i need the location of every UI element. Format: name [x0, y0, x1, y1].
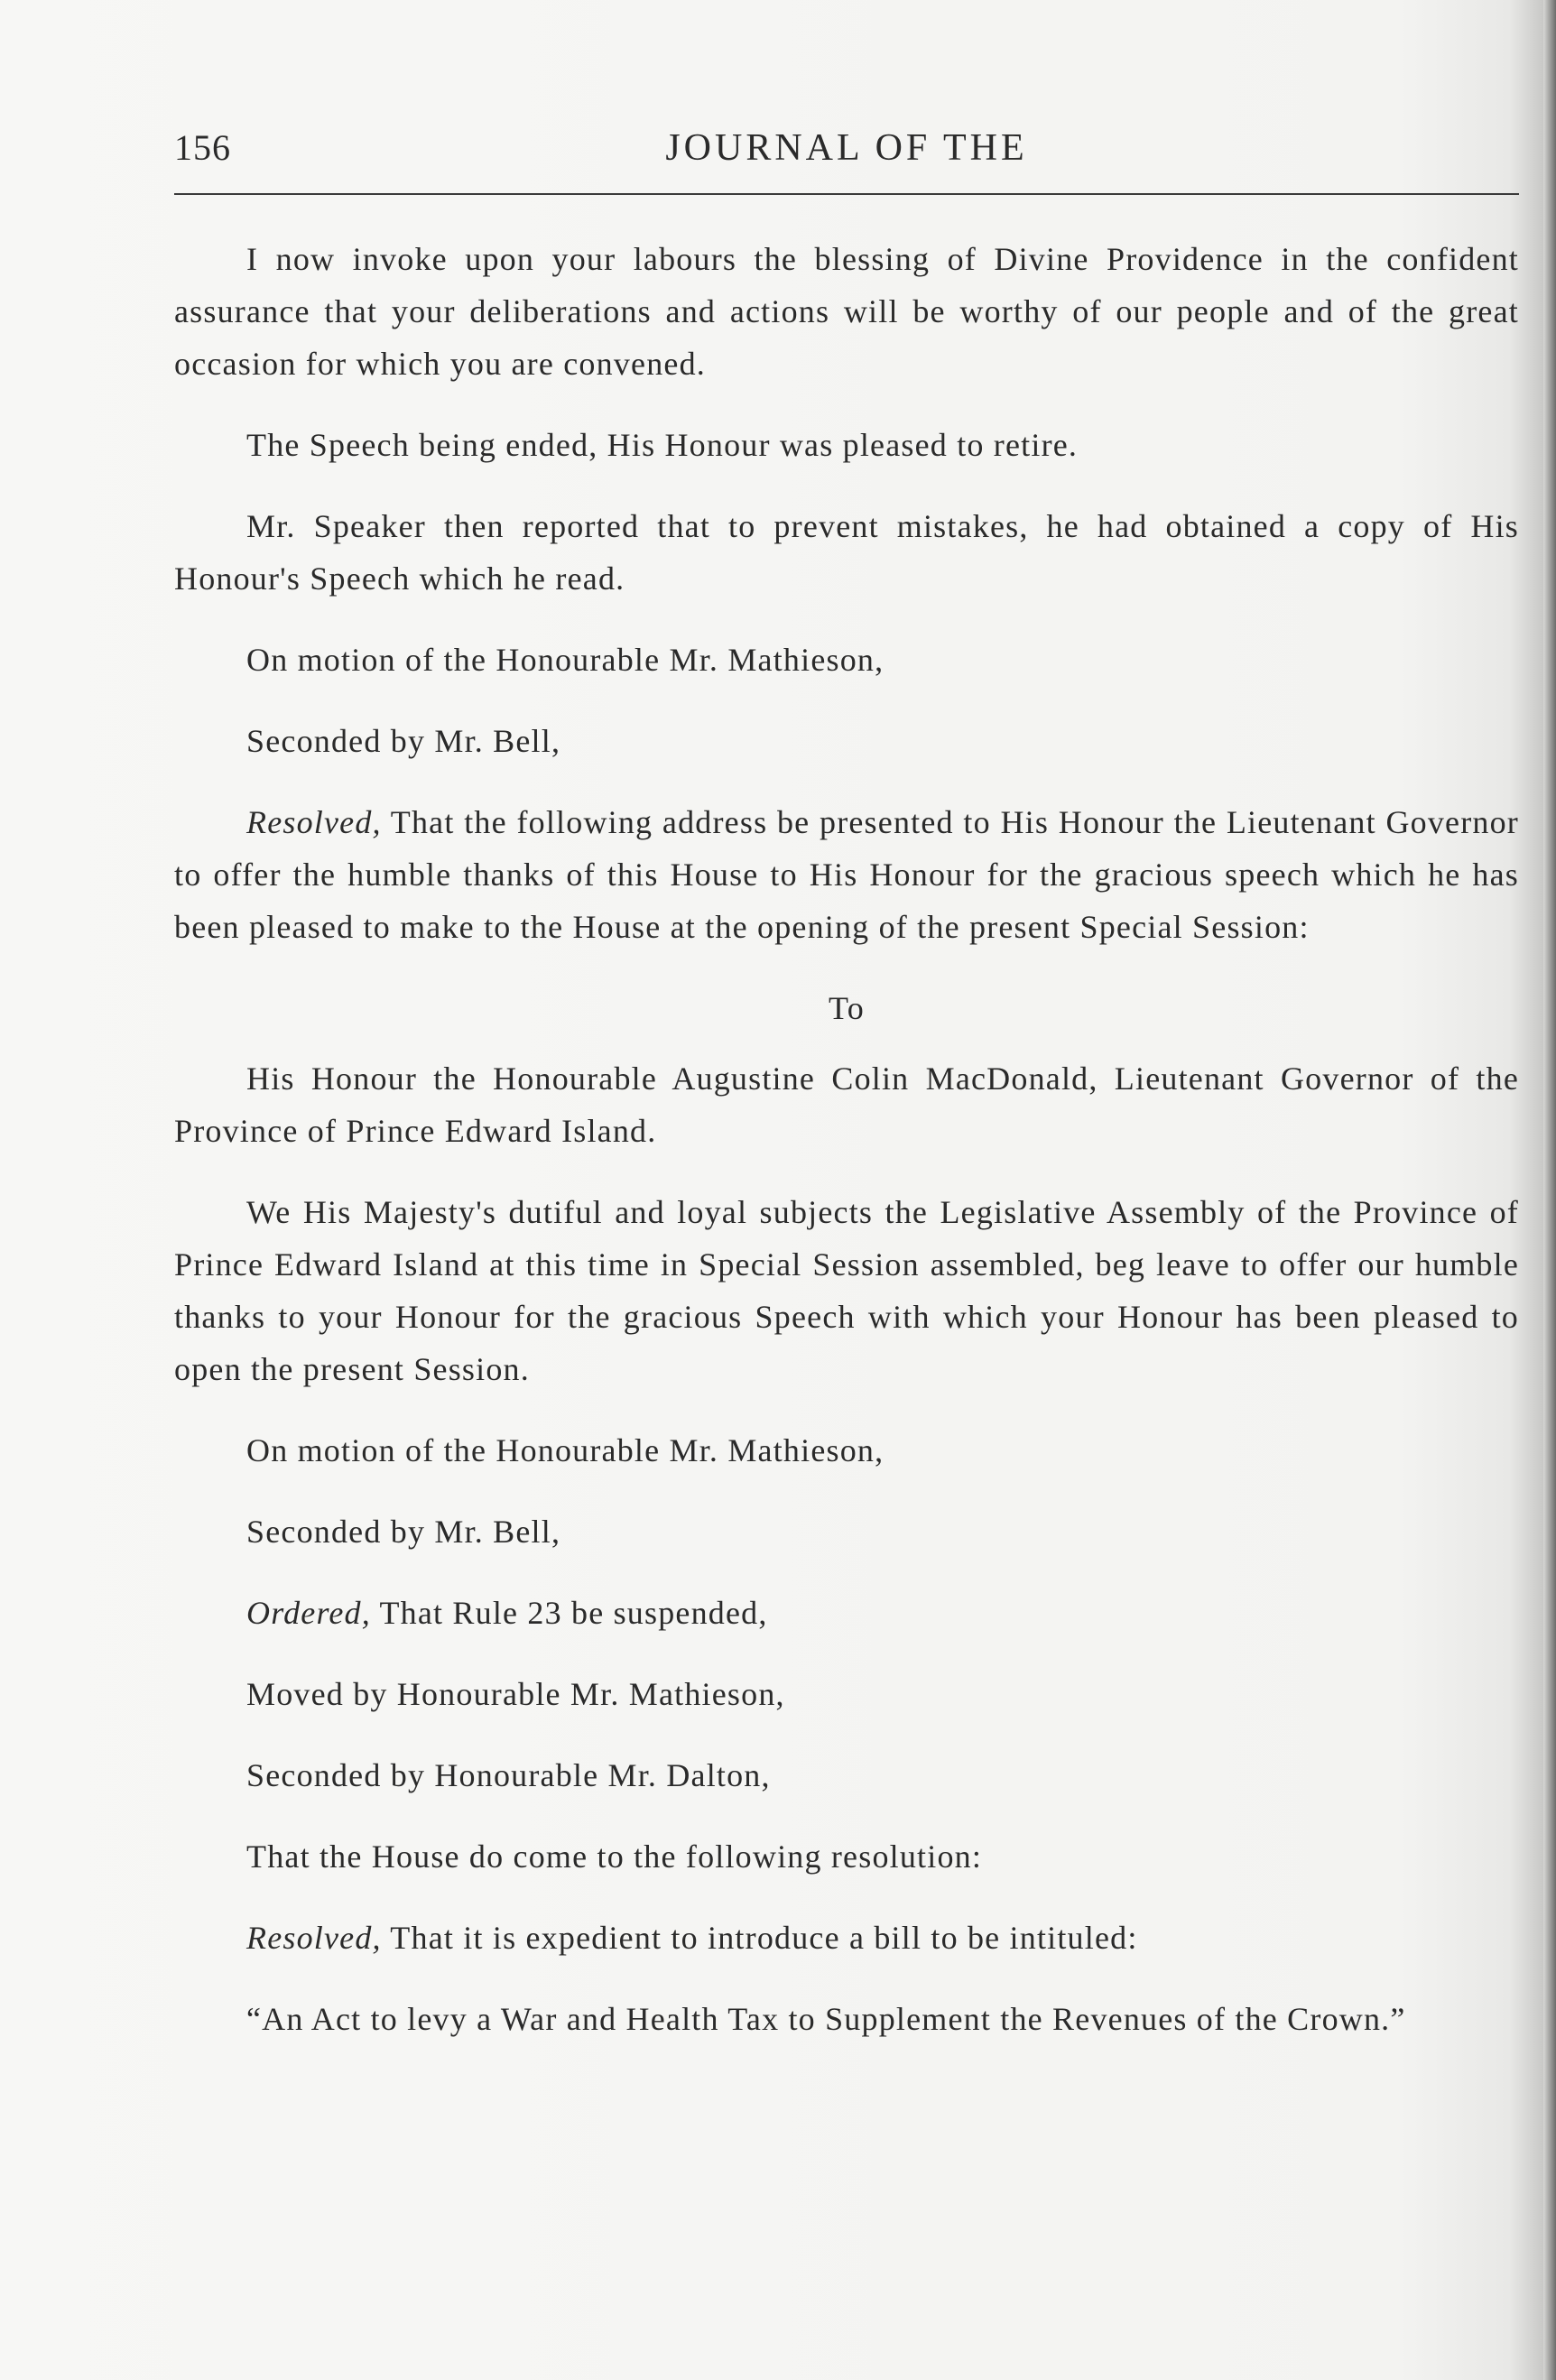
seconded-line: Seconded by Mr. Bell,: [246, 723, 561, 759]
seconded-line-2: Seconded by Mr. Bell,: [246, 1514, 561, 1550]
paragraph-speaker-report: Mr. Speaker then reported that to prevent mistakes, he had obtained a copy of His Honour's Speech which he read.: [174, 508, 1519, 597]
motion-line: On motion of the Honourable Mr. Mathieson,: [246, 642, 885, 678]
resolved-label-2: Resolved,: [246, 1920, 382, 1956]
paragraph-blessing: I now invoke upon your labours the blessing of Divine Providence in the confident assurance that your deliberations and actions will be worthy of our people and of the great occasion for which you are convened.: [174, 241, 1519, 382]
header-rule: [174, 193, 1519, 195]
moved-line: Moved by Honourable Mr. Mathieson,: [246, 1676, 785, 1712]
page-number: 156: [174, 127, 231, 168]
paragraph-resolved-bill: [174, 1912, 1519, 1964]
seconded-line-3: Seconded by Honourable Mr. Dalton,: [246, 1757, 771, 1793]
motion-line-2: On motion of the Honourable Mr. Mathieson,: [246, 1432, 885, 1468]
paragraph-address-body: We His Majesty's dutiful and loyal subjects the Legislative Assembly of the Province of Prince Edward Island at this time in Special Session assembled, beg leave to offer our humble thanks to your Honour for the gracious Speech with which your Honour has been pleased to open the present Session.: [174, 1194, 1519, 1387]
resolved-text: That the following address be presented to His Honour the Lieutenant Governor to offer the humble thanks of this House to His Honour for the gracious speech which he has been pleased to make to the House at the opening of the present Special Session:: [174, 804, 1519, 945]
resolved-bill-text: That it is expedient to introduce a bill to be intituled:: [381, 1920, 1138, 1956]
paragraph-addressee: His Honour the Honourable Augustine Colin MacDonald, Lieutenant Governor of the Province of Prince Edward Island.: [174, 1060, 1519, 1149]
paragraph-speech-ended: The Speech being ended, His Honour was pleased to retire.: [246, 427, 1079, 463]
ordered-label: Ordered,: [246, 1595, 371, 1631]
paragraph-resolved-address: [174, 796, 1519, 953]
page-header: [174, 126, 1519, 177]
bill-title: “An Act to levy a War and Health Tax to Supplement the Revenues of the Crown.”: [246, 2001, 1406, 2037]
address-to: To: [829, 990, 865, 1026]
book-spine-shadow: [1543, 0, 1556, 2380]
resolved-label: Resolved,: [246, 804, 382, 840]
resolution-intro: That the House do come to the following resolution:: [246, 1838, 983, 1875]
paragraph-ordered: [174, 1587, 1519, 1639]
running-head: JOURNAL OF THE: [665, 127, 1028, 169]
ordered-text: That Rule 23 be suspended,: [370, 1595, 768, 1631]
journal-body: [174, 233, 1519, 2074]
